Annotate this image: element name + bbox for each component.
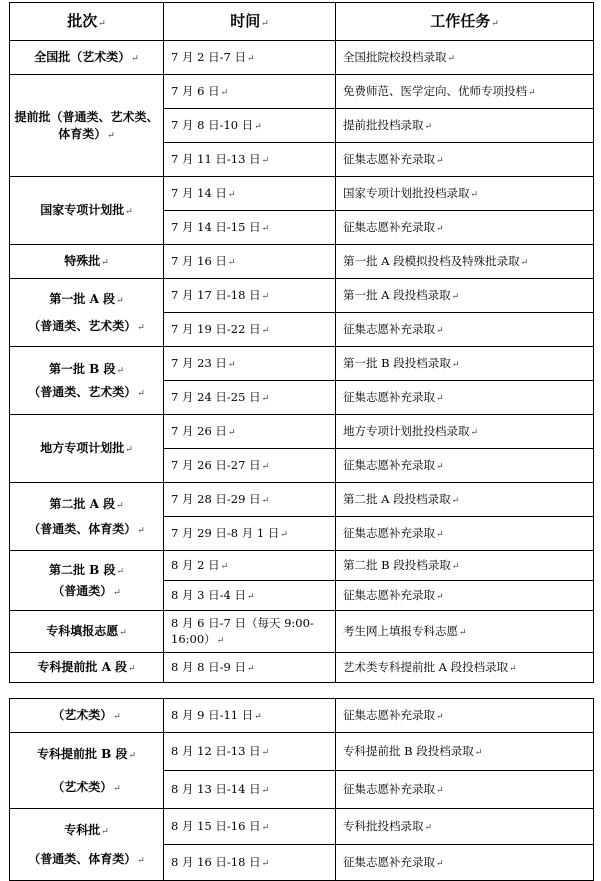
task-cell: 征集志愿补充录取↵ [336, 381, 594, 415]
task-cell: 征集志愿补充录取↵ [336, 517, 594, 551]
time-cell: 8 月 16 日-18 日↵ [164, 845, 336, 881]
task-cell: 征集志愿补充录取↵ [336, 845, 594, 881]
table-row [10, 551, 594, 581]
header-task: 工作任务↵ [336, 3, 594, 41]
task-cell: 提前批投档录取↵ [336, 109, 594, 143]
batch-cell: （艺术类）↵ [10, 699, 164, 733]
table-row [10, 75, 594, 109]
task-cell: 第二批 B 段投档录取↵ [336, 551, 594, 581]
time-cell: 7 月 26 日-27 日↵ [164, 449, 336, 483]
task-cell: 专科提前批 B 段投档录取↵ [336, 733, 594, 771]
batch-cell: 第二批 A 段↵ （普通类、体育类）↵ [10, 483, 164, 551]
task-cell: 征集志愿补充录取↵ [336, 771, 594, 809]
batch-cell: 第一批 A 段↵ （普通类、艺术类）↵ [10, 279, 164, 347]
table-row [10, 415, 594, 449]
table-row [10, 347, 594, 381]
header-row [10, 3, 594, 41]
time-cell: 7 月 26 日↵ [164, 415, 336, 449]
time-cell: 8 月 12 日-13 日↵ [164, 733, 336, 771]
header-time: 时间↵ [164, 3, 336, 41]
header-batch: 批次↵ [10, 3, 164, 41]
task-cell: 国家专项计划批投档录取↵ [336, 177, 594, 211]
table-row [10, 483, 594, 517]
time-cell: 8 月 9 日-11 日↵ [164, 699, 336, 733]
table-row [10, 653, 594, 683]
table-row [10, 41, 594, 75]
time-cell: 7 月 2 日-7 日↵ [164, 41, 336, 75]
batch-cell: 特殊批↵ [10, 245, 164, 279]
task-cell: 征集志愿补充录取↵ [336, 699, 594, 733]
time-cell: 7 月 19 日-22 日↵ [164, 313, 336, 347]
time-cell: 7 月 29 日-8 月 1 日↵ [164, 517, 336, 551]
batch-cell: 全国批（艺术类）↵ [10, 41, 164, 75]
time-cell: 8 月 6 日-7 日（每天 9:00-16:00）↵ [164, 611, 336, 653]
time-cell: 8 月 15 日-16 日↵ [164, 809, 336, 845]
task-cell: 第一批 A 段投档录取↵ [336, 279, 594, 313]
admission-schedule-table [9, 2, 594, 683]
task-cell: 征集志愿补充录取↵ [336, 313, 594, 347]
table-row [10, 611, 594, 653]
time-cell: 8 月 13 日-14 日↵ [164, 771, 336, 809]
task-cell: 地方专项计划批投档录取↵ [336, 415, 594, 449]
task-cell: 专科批投档录取↵ [336, 809, 594, 845]
time-cell: 7 月 14 日↵ [164, 177, 336, 211]
task-cell: 征集志愿补充录取↵ [336, 143, 594, 177]
batch-cell: 专科批↵ （普通类、体育类）↵ [10, 809, 164, 881]
task-cell: 征集志愿补充录取↵ [336, 211, 594, 245]
table-row [10, 245, 594, 279]
time-cell: 8 月 2 日↵ [164, 551, 336, 581]
batch-cell: 第一批 B 段↵ （普通类、艺术类）↵ [10, 347, 164, 415]
task-cell: 第一批 A 段模拟投档及特殊批录取↵ [336, 245, 594, 279]
task-cell: 全国批院校投档录取↵ [336, 41, 594, 75]
batch-cell: 地方专项计划批↵ [10, 415, 164, 483]
batch-cell: 专科填报志愿↵ [10, 611, 164, 653]
task-cell: 第一批 B 段投档录取↵ [336, 347, 594, 381]
time-cell: 8 月 8 日-9 日↵ [164, 653, 336, 683]
task-cell: 征集志愿补充录取↵ [336, 581, 594, 611]
task-cell: 考生网上填报专科志愿↵ [336, 611, 594, 653]
table-row [10, 177, 594, 211]
time-cell: 7 月 28 日-29 日↵ [164, 483, 336, 517]
time-cell: 7 月 11 日-13 日↵ [164, 143, 336, 177]
table-row [10, 279, 594, 313]
table-row [10, 699, 594, 733]
time-cell: 7 月 14 日-15 日↵ [164, 211, 336, 245]
time-cell: 8 月 3 日-4 日↵ [164, 581, 336, 611]
batch-cell: 专科提前批 B 段↵ （艺术类）↵ [10, 733, 164, 809]
time-cell: 7 月 17 日-18 日↵ [164, 279, 336, 313]
time-cell: 7 月 8 日-10 日↵ [164, 109, 336, 143]
table-row [10, 733, 594, 771]
time-cell: 7 月 6 日↵ [164, 75, 336, 109]
batch-cell: 第二批 B 段↵ （普通类）↵ [10, 551, 164, 611]
task-cell: 征集志愿补充录取↵ [336, 449, 594, 483]
batch-cell: 国家专项计划批↵ [10, 177, 164, 245]
admission-schedule-table-continued [9, 698, 594, 881]
batch-cell: 提前批（普通类、艺术类、体育类）↵ [10, 75, 164, 177]
task-cell: 免费师范、医学定向、优师专项投档↵ [336, 75, 594, 109]
task-cell: 第二批 A 段投档录取↵ [336, 483, 594, 517]
batch-cell: 专科提前批 A 段↵ [10, 653, 164, 683]
time-cell: 7 月 16 日↵ [164, 245, 336, 279]
task-cell: 艺术类专科提前批 A 段投档录取↵ [336, 653, 594, 683]
time-cell: 7 月 23 日↵ [164, 347, 336, 381]
table-row [10, 809, 594, 845]
time-cell: 7 月 24 日-25 日↵ [164, 381, 336, 415]
